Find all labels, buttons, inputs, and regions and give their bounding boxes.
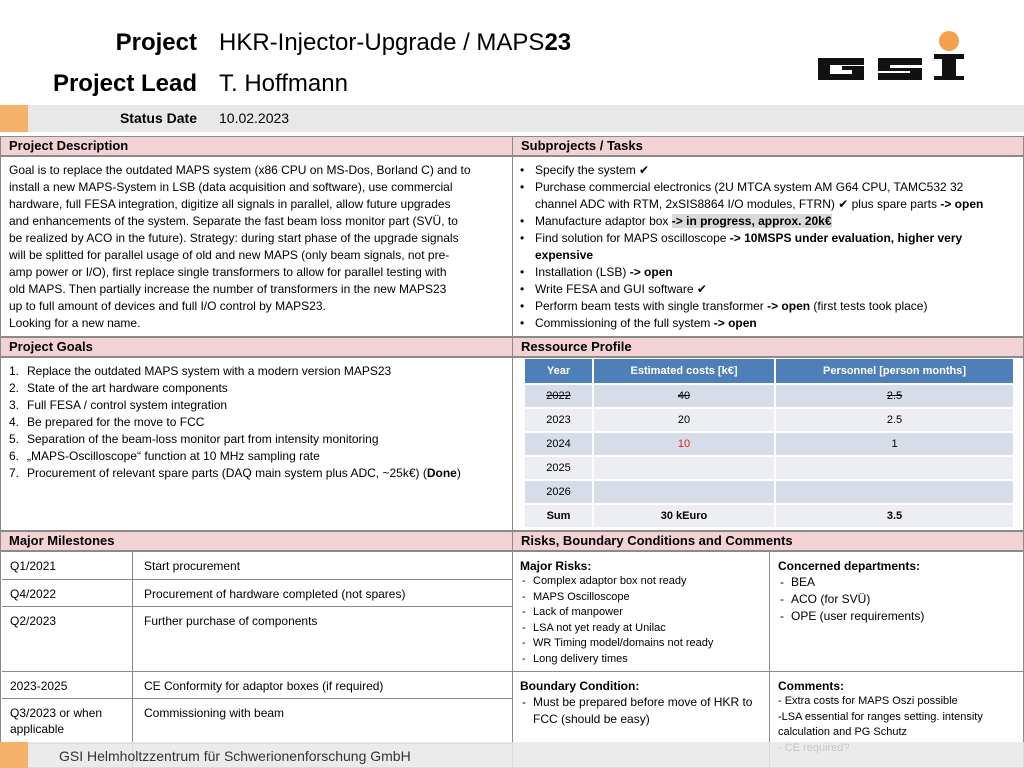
task-status: -> in progress, approx. 20k€ [671,214,832,228]
project-version: 23 [544,29,572,56]
goal-text: „MAPS-Oscilloscope“ function at 10 MHz sampling rate [27,449,320,463]
project-description-text [1,157,512,336]
resource-personnel: 2.5 [776,407,1015,431]
task-status: -> open [629,265,673,279]
task-status: -> open [940,197,984,211]
resource-cost: 40 [594,383,776,407]
resource-year: 2022 [525,383,594,407]
task-status: -> open [767,299,811,313]
task-text: Manufacture adaptor box [535,214,672,228]
department-item: - OPE (user requirements) [774,608,1019,625]
task-text: Perform beam tests with single transformer [535,299,768,313]
milestones-box [0,551,513,768]
project-lead-label: Project Lead [52,70,197,97]
task-item [513,230,1019,264]
task-item [513,264,1019,281]
task-status: expensive [535,248,594,262]
risk-item: - Complex adaptor box not ready [516,574,766,590]
resource-row [525,479,1015,503]
departments-title: Concerned departments: [778,559,921,573]
task-text: Write FESA and GUI software ✔ [535,282,707,296]
risk-item: - Lack of manpower [516,605,766,621]
comments-title: Comments: [778,679,845,693]
project-label: Project [115,29,197,56]
comment-line: -LSA essential for ranges setting. intensity calculation and PG Schutz [778,710,983,738]
task-status: -> 10MSPS under evaluation, higher very [729,231,963,245]
resource-personnel [776,479,1015,503]
project-value [219,29,571,57]
task-text: Find solution for MAPS oscilloscope [535,231,730,245]
task-text: Commissioning of the full system [535,316,714,330]
status-date-label: Status Date [119,110,197,126]
task-item [513,162,1019,179]
goal-item [1,431,512,448]
milestone-row [2,552,512,580]
risks-vdivider [769,552,770,768]
desc-line: Looking for a new name. [9,316,141,330]
project-name: HKR-Injector-Upgrade / MAPS [219,29,545,56]
task-item [513,281,1019,298]
goal-number: 1. [9,364,20,378]
milestone-date: Q2/2023 [10,614,57,628]
footer-text: GSI Helmholtzzentrum für Schwerionenforschung GmbH [59,748,411,764]
milestone-row [2,672,512,699]
milestone-date: Q1/2021 [10,559,57,573]
task-item [513,298,1019,315]
resource-row [525,431,1015,455]
milestone-row [2,699,512,744]
resource-personnel: 2.5 [776,383,1015,407]
resource-row [525,455,1015,479]
resource-profile-header: Ressource Profile [512,337,1024,357]
resource-sum-row [525,503,1015,527]
goal-item [1,363,512,380]
task-item [513,213,1019,230]
goal-text: Be prepared for the move to FCC [27,415,205,429]
risk-item: - WR Timing model/domains not ready [516,636,766,652]
desc-line: hardware, full FESA integration, digitize all signals in parallel, allow future upgrades [9,197,451,211]
resource-sum-label: Sum [525,503,594,527]
goal-text: State of the art hardware components [27,381,228,395]
major-risks-title: Major Risks: [520,559,592,573]
goal-number: 6. [9,449,20,463]
goal-done: Done [426,466,457,480]
status-date-value: 10.02.2023 [219,110,290,126]
goal-number: 7. [9,466,20,480]
boundary-panel [516,678,766,728]
desc-line: up to full amount of devices and full I/O control by MAPS23. [9,299,326,313]
project-lead-value: T. Hoffmann [219,70,348,97]
gsi-logo [818,30,970,80]
resource-year: 2025 [525,455,594,479]
resource-personnel [776,455,1015,479]
department-item: - BEA [774,574,1019,591]
goal-item [1,448,512,465]
resource-sum-personnel: 3.5 [776,503,1015,527]
resource-cost [594,455,776,479]
resource-cost [594,479,776,503]
task-item [513,315,1019,332]
risk-item: - LSA not yet ready at Unilac [516,621,766,637]
project-goals-header: Project Goals [0,337,513,357]
resource-table-header [525,359,1015,383]
risk-item: - Long delivery times [516,652,766,668]
project-goals-box [0,357,513,531]
resource-cost: 20 [594,407,776,431]
goal-item [1,397,512,414]
goal-text: ) [456,466,461,480]
task-text: channel ADC with RTM, 2xSIS8864 I/O modules, FTRN) ✔ plus spare parts [535,197,941,211]
resource-table [525,359,1015,527]
goal-item [1,414,512,431]
resource-sum-cost: 30 kEuro [594,503,776,527]
risks-hdivider [513,671,1023,672]
desc-line: install a new MAPS-System in LSB (data acquisition and software), use commercial [9,180,453,194]
boundary-title: Boundary Condition: [520,679,640,693]
milestone-task: Further purchase of components [144,614,318,628]
task-status: -> open [713,316,757,330]
risks-header: Risks, Boundary Conditions and Comments [512,531,1024,551]
goal-item [1,465,512,482]
desc-line: and enhancements of the system. Separate the fast beam loss monitor part (SVÜ, to [9,214,458,228]
milestone-row [2,580,512,607]
milestone-row [2,607,512,672]
resource-personnel: 1 [776,431,1015,455]
milestones-header: Major Milestones [0,531,513,551]
desc-line: be realized by ACO in the future). Strategy: during start phase of the upgrade signals [9,231,459,245]
major-risks-panel [516,558,766,667]
milestone-task: Start procurement [144,559,241,573]
task-text: (first tests took place) [810,299,928,313]
department-item: - ACO (for SVÜ) [774,591,1019,608]
project-description-box [0,156,513,337]
goal-text: Full FESA / control system integration [27,398,228,412]
resource-col-year: Year [525,359,594,383]
milestone-date: Q4/2022 [10,587,57,601]
goal-number: 4. [9,415,20,429]
resource-year: 2023 [525,407,594,431]
desc-line: Goal is to replace the outdated MAPS system (x86 CPU on MS-Dos, Borland C) and to [9,163,471,177]
desc-line: old MAPS. Then partially increase the number of transformers in the new MAPS23 [9,282,447,296]
risk-item: - MAPS Oscilloscope [516,590,766,606]
goal-number: 5. [9,432,20,446]
goal-number: 3. [9,398,20,412]
boundary-item: - Must be prepared before move of HKR to FCC (should be easy) [516,694,756,728]
goal-item [1,380,512,397]
milestone-task: CE Conformity for adaptor boxes (if required) [144,679,384,693]
status-accent [0,105,28,132]
milestone-date: 2023-2025 [10,679,68,693]
task-text: Installation (LSB) [535,265,630,279]
resource-col-costs: Estimated costs [k€] [594,359,776,383]
desc-line: will be splitted for parallel usage of old and new MAPS (only beam signals, not pre- [9,248,450,262]
resource-row [525,383,1015,407]
goal-text: Procurement of relevant spare parts (DAQ main system plus ADC, ~25k€) ( [27,466,427,480]
milestone-date: Q3/2023 or when applicable [10,706,103,736]
goal-text: Replace the outdated MAPS system with a modern version MAPS23 [27,364,392,378]
resource-year: 2026 [525,479,594,503]
resource-row [525,407,1015,431]
desc-line: amp power or I/O), first replace single transformers to allow for parallel testing with [9,265,447,279]
resource-cost: 10 [594,431,776,455]
task-text: Specify the system ✔ [535,163,650,177]
footer-accent [0,742,28,768]
milestone-task: Procurement of hardware completed (not spares) [144,587,406,601]
subprojects-header: Subprojects / Tasks [512,136,1024,156]
goal-number: 2. [9,381,20,395]
risks-box [512,551,1024,768]
resource-col-personnel: Personnel [person months] [776,359,1015,383]
milestone-task: Commissioning with beam [144,706,285,720]
departments-panel [774,558,1019,625]
goal-text: Separation of the beam-loss monitor part from intensity monitoring [27,432,379,446]
task-text: Purchase commercial electronics (2U MTCA system AM G64 CPU, TAMC532 32 [535,180,964,194]
subprojects-box [512,156,1024,337]
comment-line: - Extra costs for MAPS Oszi possible [778,695,958,707]
project-description-header: Project Description [0,136,513,156]
resource-year: 2024 [525,431,594,455]
task-item [513,179,1019,213]
